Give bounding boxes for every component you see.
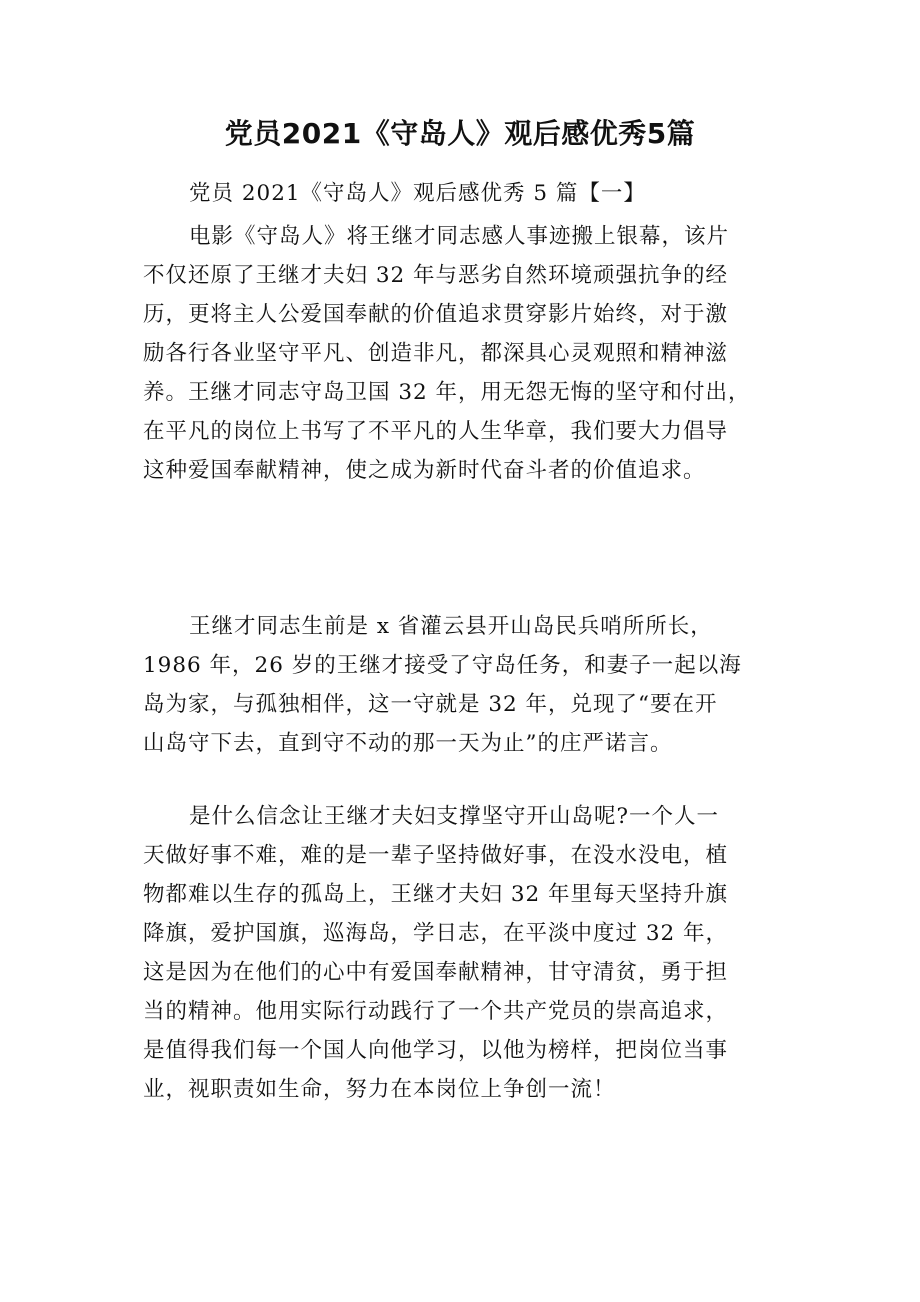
paragraph-line: 在平凡的岗位上书写了不平凡的人生华章，我们要大力倡导	[143, 419, 729, 444]
paragraph-line: 1986 年，26 岁的王继才接受了守岛任务，和妻子一起以海	[143, 653, 742, 678]
document-title: 党员2021《守岛人》观后感优秀5篇	[224, 117, 696, 150]
paragraph-1	[143, 217, 789, 490]
paragraph-line: 历，更将主人公爱国奉献的价值追求贯穿影片始终，对于激	[143, 302, 729, 327]
paragraph-line: 是值得我们每一个国人向他学习，以他为榜样，把岗位当事	[143, 1038, 729, 1063]
paragraph-line: 王继才同志生前是 x 省灌云县开山岛民兵哨所所长，	[189, 614, 713, 639]
paragraph-line: 物都难以生存的孤岛上，王继才夫妇 32 年里每天坚持升旗	[143, 882, 729, 907]
paragraph-line: 当的精神。他用实际行动践行了一个共产党员的崇高追求，	[143, 999, 729, 1024]
section-heading	[143, 176, 789, 212]
paragraph-line: 不仅还原了王继才夫妇 32 年与恶劣自然环境顽强抗争的经	[143, 263, 729, 288]
section-heading-text: 党员 2021《守岛人》观后感优秀 5 篇【一】	[189, 181, 646, 206]
paragraph-line: 这种爱国奉献精神，使之成为新时代奋斗者的价值追求。	[143, 458, 706, 483]
paragraph-line: 天做好事不难，难的是一辈子坚持做好事，在没水没电，植	[143, 843, 729, 868]
paragraph-line: 养。王继才同志守岛卫国 32 年，用无怨无悔的坚守和付出，	[143, 380, 751, 405]
paragraph-line: 山岛守下去，直到守不动的那一天为止”的庄严诺言。	[143, 731, 673, 756]
paragraph-line: 岛为家，与孤独相伴，这一守就是 32 年，兑现了“要在开	[143, 692, 718, 717]
paragraph-line: 励各行各业坚守平凡、创造非凡，都深具心灵观照和精神滋	[143, 341, 729, 366]
paragraph-3	[143, 797, 789, 1109]
paragraph-line: 降旗，爱护国旗，巡海岛，学日志，在平淡中度过 32 年，	[143, 921, 729, 946]
paragraph-line: 业，视职责如生命，努力在本岗位上争创一流！	[143, 1077, 616, 1102]
paragraph-line: 这是因为在他们的心中有爱国奉献精神，甘守清贫，勇于担	[143, 960, 729, 985]
paragraph-line: 是什么信念让王继才夫妇支撑坚守开山岛呢?一个人一	[189, 804, 720, 829]
paragraph-2	[143, 607, 789, 763]
paragraph-line: 电影《守岛人》将王继才同志感人事迹搬上银幕，该片	[189, 224, 730, 249]
